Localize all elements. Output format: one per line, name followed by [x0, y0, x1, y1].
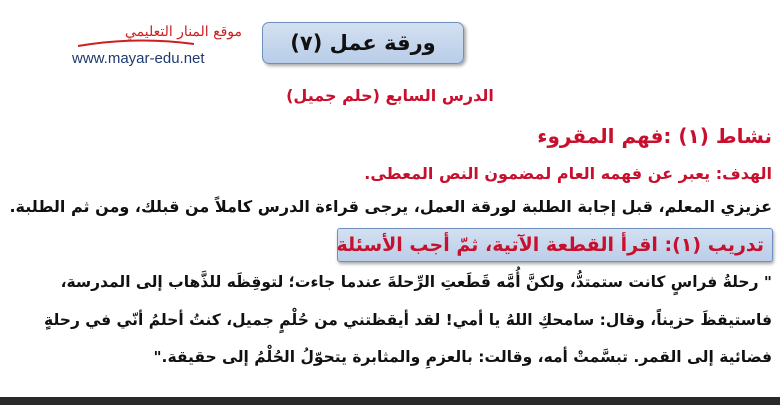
logo-arabic-text: موقع المنار التعليمي: [124, 24, 242, 40]
passage-line: فضائية إلى القمر. تبسَّمتْ أمه، وقالت: بالعزمِ والمثابرة يتحوّلُ الحُلْمُ إلى حقيقة.": [153, 348, 772, 366]
logo-swoosh-icon: [76, 38, 196, 50]
passage-line: فاستيقظَ حزيناً، وقال: سامحكِ اللهُ يا أمي! لقد أيقظتني من حُلْمٍ جميل، كنتُ أحلمُ أنّي في رحلةٍ: [44, 311, 772, 329]
bottom-bar: [0, 397, 780, 405]
activity-title: نشاط (١) :فهم المقروء: [537, 124, 772, 148]
logo-url-text: www.mayar-edu.net: [72, 50, 205, 67]
passage-line: " رحلةُ فراسٍ كانت ستمتدُّ، ولكنَّ أُمَّه قَطَعتِ الرِّحلةَ عندما جاءت؛ لتوقِظَه للذَّهاب إلى المدرسة،: [60, 273, 772, 291]
worksheet-title: ورقة عمل (٧): [262, 22, 464, 64]
site-logo[interactable]: [62, 24, 242, 68]
goal-text: الهدف: يعبر عن فهمه العام لمضمون النص المعطى.: [364, 164, 772, 183]
lesson-title: الدرس السابع (حلم جميل): [286, 86, 494, 105]
training-title: تدريب (١): اقرأ القطعة الآتية، ثمّ أجب الأسئلة: [337, 228, 773, 262]
teacher-note: عزيزي المعلم، قبل إجابة الطلبة لورقة العمل، يرجى قراءة الدرس كاملاً من قبلك، ومن ثم الطلبة.: [9, 197, 772, 216]
